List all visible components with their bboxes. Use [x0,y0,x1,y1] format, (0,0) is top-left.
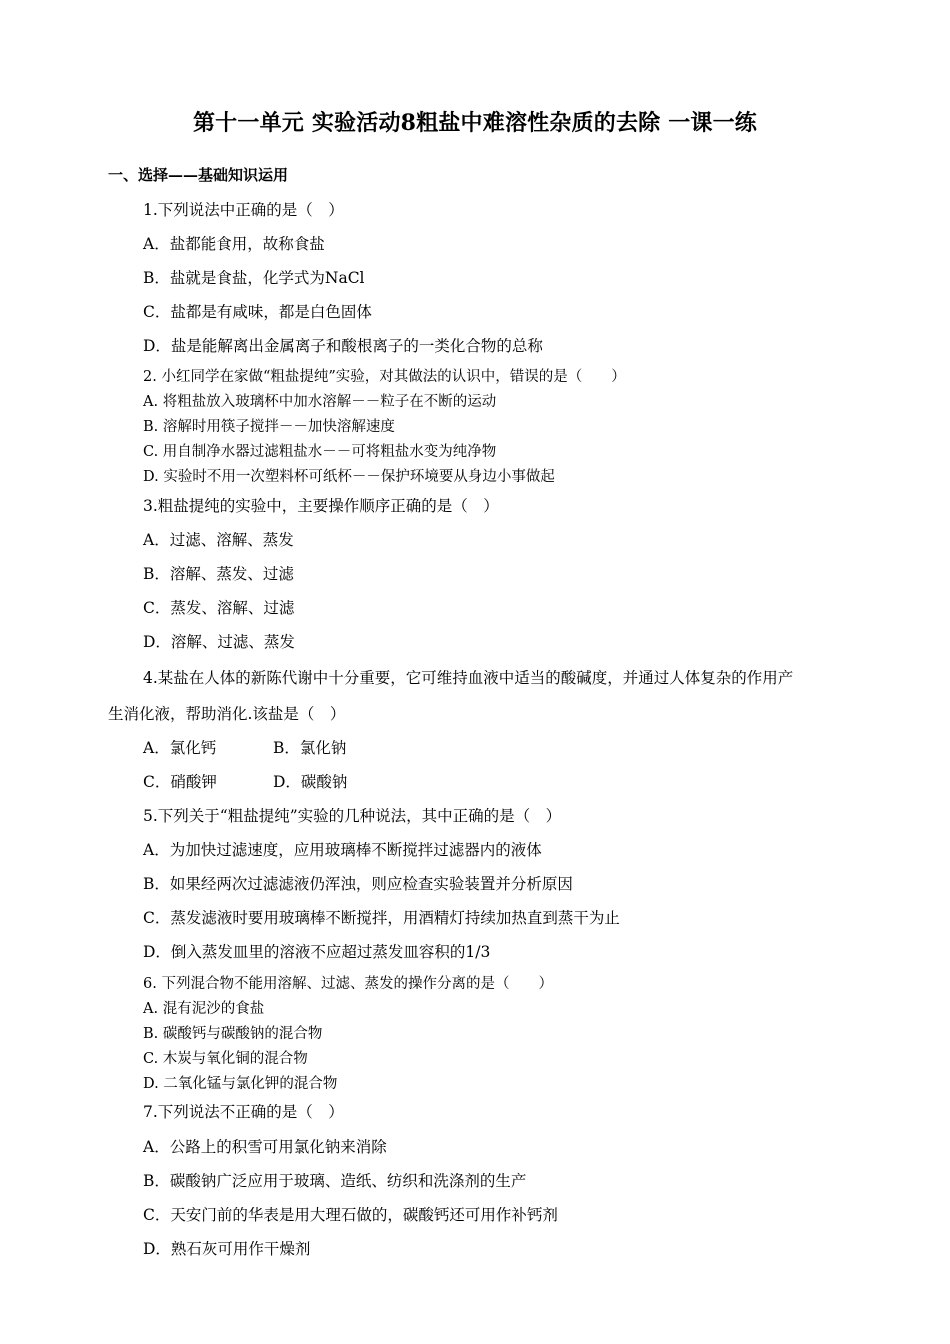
question-5-option-c: C．蒸发滤液时要用玻璃棒不断搅拌，用酒精灯持续加热直到蒸干为止 [143,909,620,927]
question-6-option-c: C. 木炭与氧化铜的混合物 [143,1051,308,1067]
question-1-stem: 1.下列说法中正确的是（ ） [143,201,344,219]
question-2-option-c: C. 用自制净水器过滤粗盐水－－可将粗盐水变为纯净物 [143,444,497,460]
question-3-stem: 3.粗盐提纯的实验中，主要操作顺序正确的是（ ） [143,497,499,515]
question-5-option-a: A．为加快过滤速度，应用玻璃棒不断搅拌过滤器内的液体 [143,841,542,859]
question-5-stem: 5.下列关于“粗盐提纯”实验的几种说法，其中正确的是（ ） [143,807,562,825]
question-7-option-c: C．天安门前的华表是用大理石做的，碳酸钙还可用作补钙剂 [143,1206,558,1224]
question-2-option-a: A. 将粗盐放入玻璃杯中加水溶解－－粒子在不断的运动 [143,394,497,410]
question-2-option-d: D. 实验时不用一次塑料杯可纸杯－－保护环境要从身边小事做起 [143,469,555,485]
question-3-option-b: B．溶解、蒸发、过滤 [143,565,294,583]
question-1-option-c: C．盐都是有咸味，都是白色固体 [143,303,372,321]
question-3-option-c: C．蒸发、溶解、过滤 [143,599,295,617]
question-4-stem-continued: 生消化液，帮助消化.该盐是（ ） [108,705,346,723]
question-4-option-c: C．硝酸钾 [143,773,217,791]
question-6-stem: 6. 下列混合物不能用溶解、过滤、蒸发的操作分离的是（ ） [143,976,553,992]
question-4-option-a: A．氯化钙 [143,739,217,757]
document-title: 第十一单元 实验活动8粗盐中难溶性杂质的去除 一课一练 [192,110,758,136]
question-7-option-a: A．公路上的积雪可用氯化钠来消除 [143,1138,387,1156]
question-4-option-d: D．碳酸钠 [273,773,348,791]
question-1-option-b: B．盐就是食盐，化学式为NaCl [143,269,365,287]
question-1-option-a: A．盐都能食用，故称食盐 [143,235,325,253]
question-6-option-b: B. 碳酸钙与碳酸钠的混合物 [143,1026,323,1042]
question-3-option-a: A．过滤、溶解、蒸发 [143,531,294,549]
question-6-option-d: D. 二氧化锰与氯化钾的混合物 [143,1076,338,1092]
question-2-stem: 2. 小红同学在家做“粗盐提纯”实验，对其做法的认识中，错误的是（ ） [143,369,626,385]
question-4-option-b: B．氯化钠 [273,739,347,757]
question-7-option-b: B．碳酸钠广泛应用于玻璃、造纸、纺织和洗涤剂的生产 [143,1172,527,1190]
question-6-option-a: A. 混有泥沙的食盐 [143,1001,265,1017]
question-1-option-d: D．盐是能解离出金属离子和酸根离子的一类化合物的总称 [143,337,543,355]
question-3-option-d: D．溶解、过滤、蒸发 [143,633,295,651]
question-4-stem: 4.某盐在人体的新陈代谢中十分重要，它可维持血液中适当的酸碱度，并通过人体复杂的作用产 [143,669,794,687]
question-7-option-d: D．熟石灰可用作干燥剂 [143,1240,311,1258]
section-heading: 一、选择——基础知识运用 [108,166,289,184]
question-5-option-b: B．如果经两次过滤滤液仍浑浊，则应检查实验装置并分析原因 [143,875,573,893]
question-2-option-b: B. 溶解时用筷子搅拌－－加快溶解速度 [143,419,395,435]
question-7-stem: 7.下列说法不正确的是（ ） [143,1103,344,1121]
question-5-option-d: D．倒入蒸发皿里的溶液不应超过蒸发皿容积的1/3 [143,943,491,961]
